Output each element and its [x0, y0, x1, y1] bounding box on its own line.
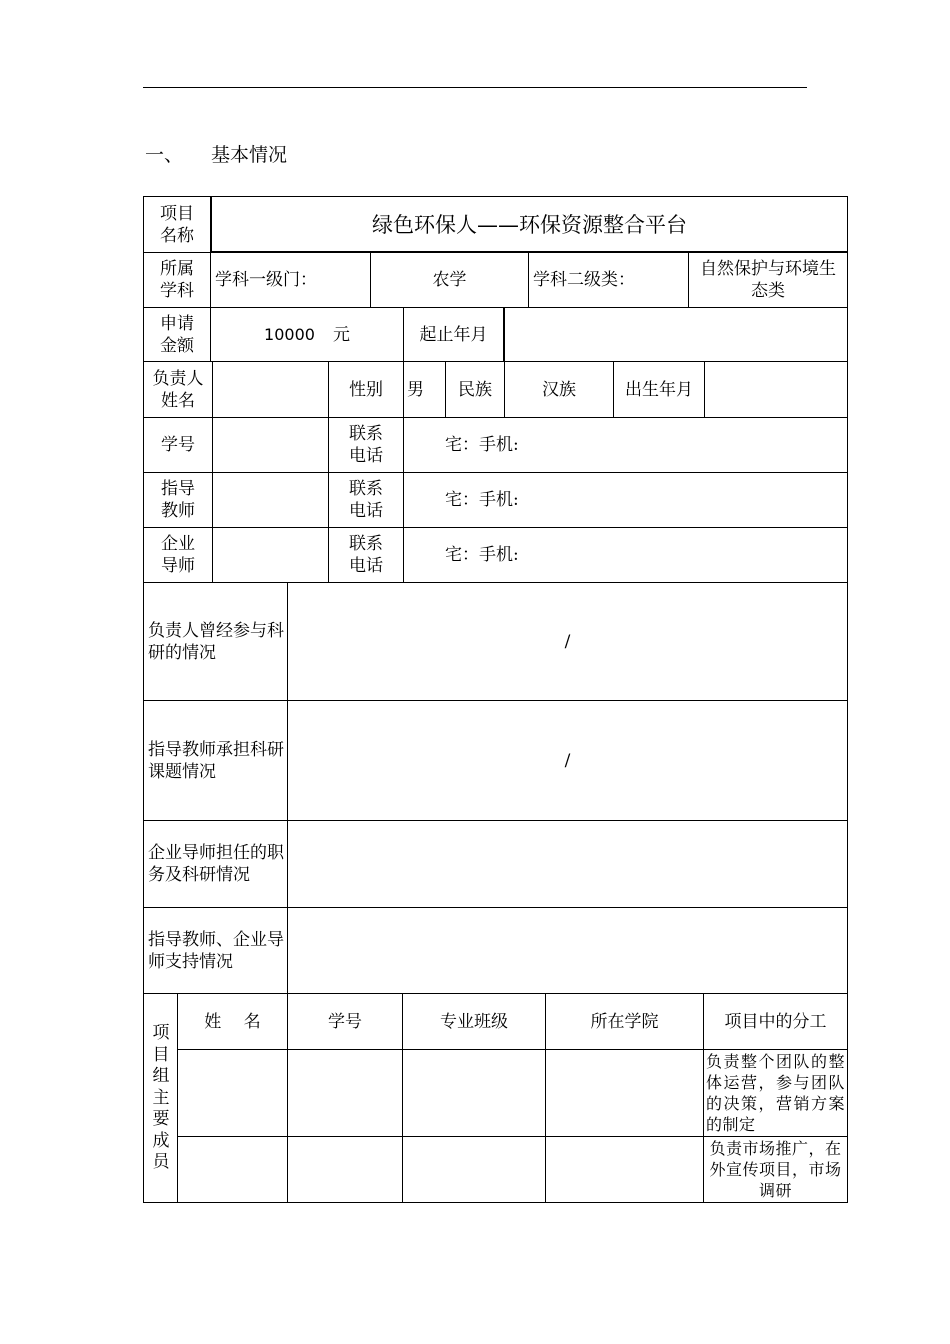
leader-name-label: 负责人姓名 — [152, 368, 204, 411]
funding-label: 申请金额 — [160, 313, 194, 356]
phone-value[interactable]: 宅：手机: — [445, 490, 519, 510]
section-label: 企业导师担任的职务及科研情况 — [148, 843, 284, 885]
member-role[interactable]: 负责市场推广，在外宣传项目，市场调研 — [709, 1139, 842, 1200]
gender-label: 性别 — [349, 379, 383, 400]
phone-value[interactable]: 宅：手机: — [445, 545, 519, 565]
members-header-college: 所在学院 — [590, 1011, 659, 1032]
section-label: 负责人曾经参与科研的情况 — [148, 620, 284, 663]
period-label: 起止年月 — [419, 324, 488, 345]
contact-row-value[interactable] — [213, 473, 328, 527]
period-value[interactable] — [506, 308, 847, 361]
section-number: 一、 — [145, 144, 184, 166]
section-value[interactable] — [288, 821, 847, 907]
discipline-level2-label: 学科二级类： — [533, 270, 635, 290]
header-rule — [143, 87, 807, 88]
discipline-label: 所属学科 — [160, 259, 194, 301]
contact-row-label: 企业导师 — [161, 534, 195, 576]
member-class[interactable] — [403, 1137, 545, 1202]
project-name-value[interactable]: 绿色环保人——环保资源整合平台 — [372, 212, 687, 237]
contact-row-label: 学号 — [161, 435, 195, 455]
discipline-level1-value[interactable]: 农学 — [432, 270, 467, 290]
ethnic-label: 民族 — [458, 379, 492, 400]
section-heading — [145, 140, 287, 167]
member-name[interactable] — [178, 1050, 287, 1136]
phone-label: 联系电话 — [349, 534, 383, 576]
members-group-label: 项目组主要成员 — [152, 1023, 170, 1173]
discipline-level2-value[interactable]: 自然保护与环境生态类 — [700, 259, 836, 301]
funding-unit: 元 — [332, 324, 350, 345]
members-header-class: 专业班级 — [440, 1011, 508, 1032]
birth-value[interactable] — [705, 362, 847, 417]
members-header-role: 项目中的分工 — [724, 1011, 827, 1032]
leader-name-value[interactable] — [213, 362, 328, 417]
contact-row-value[interactable] — [213, 528, 328, 582]
member-college[interactable] — [546, 1137, 703, 1202]
ethnic-value[interactable]: 汉族 — [542, 379, 576, 400]
members-header-name: 姓 名 — [204, 1011, 261, 1032]
phone-label: 联系电话 — [349, 424, 383, 466]
section-value[interactable]: / — [564, 631, 571, 652]
member-class[interactable] — [403, 1050, 545, 1136]
section-label: 指导教师、企业导师支持情况 — [148, 929, 284, 972]
member-name[interactable] — [178, 1137, 287, 1202]
contact-row-value[interactable] — [213, 418, 328, 472]
member-id[interactable] — [288, 1137, 402, 1202]
phone-label: 联系电话 — [349, 479, 383, 521]
member-id[interactable] — [288, 1050, 402, 1136]
contact-row-label: 指导教师 — [161, 479, 195, 521]
section-value[interactable] — [288, 908, 847, 993]
member-role[interactable]: 负责整个团队的整体运营，参与团队的决策，营销方案的制定 — [706, 1052, 845, 1134]
gender-value[interactable]: 男 — [407, 379, 424, 400]
discipline-level1-label: 学科一级门： — [215, 270, 317, 290]
section-label: 指导教师承担科研课题情况 — [148, 739, 284, 782]
project-name-label: 项目名称 — [160, 203, 194, 246]
funding-amount-field[interactable] — [211, 308, 403, 361]
funding-amount: 10000 — [264, 324, 315, 344]
section-title: 基本情况 — [211, 144, 288, 166]
phone-value[interactable]: 宅：手机: — [445, 435, 519, 455]
members-header-id: 学号 — [328, 1011, 362, 1032]
section-value[interactable]: / — [564, 750, 571, 771]
birth-label: 出生年月 — [625, 379, 693, 400]
member-college[interactable] — [546, 1050, 703, 1136]
